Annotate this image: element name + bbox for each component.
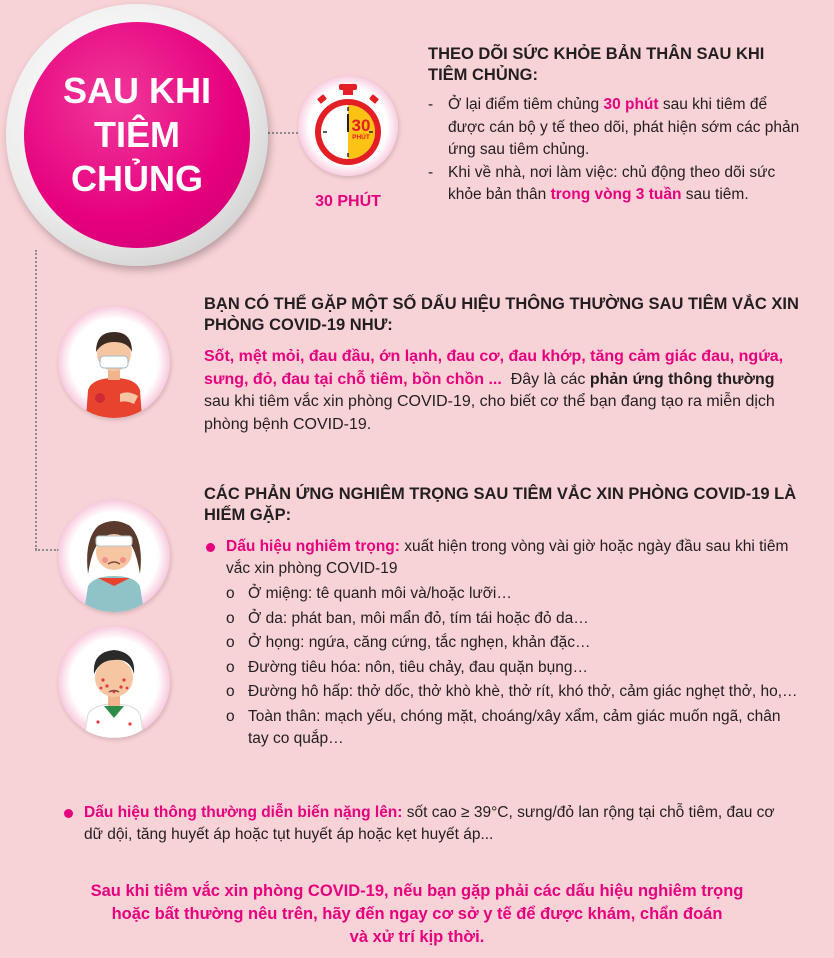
connector-vertical [35, 250, 37, 550]
stopwatch-graphic [298, 76, 398, 176]
stopwatch-number: 30 [351, 116, 371, 135]
section-common-signs [204, 294, 804, 436]
rash-man-icon [58, 626, 170, 738]
section-serious-reactions [204, 484, 804, 753]
list-marker: o [226, 609, 235, 627]
item-text: Ở miệng: tê quanh môi và/hoặc lưỡi… [248, 585, 512, 602]
list-marker: o [226, 634, 235, 651]
section-worsening-signs [62, 802, 792, 846]
footer-line: hoặc bất thường nêu trên, hãy đến ngay cơ sở y tế để được khám, chẩn đoán [111, 905, 723, 923]
worsening-signs-bullet [62, 802, 792, 846]
item-text: Khi về nhà, nơi làm việc: chủ động theo dõi sức khỏe bản thân [448, 163, 776, 203]
hero-inner-circle [24, 22, 250, 248]
sore-arm-illustration [58, 306, 170, 418]
list-item [428, 162, 808, 207]
list-marker: o [226, 683, 235, 700]
sore-arm-person-icon [58, 306, 170, 418]
section3-heading: CÁC PHẢN ỨNG NGHIÊM TRỌNG SAU TIÊM VẮC XIN PHÒNG COVID-19 LÀ HIẾM GẶP: [204, 485, 797, 524]
list-item [428, 94, 808, 162]
item-highlight: 30 phút [603, 96, 659, 113]
item-highlight: trong vòng 3 tuần [550, 186, 682, 203]
list-item [226, 632, 804, 655]
list-item [226, 657, 804, 680]
fever-illustration [58, 500, 170, 612]
item-text: Đường hô hấp: thở dốc, thở khò khè, thở rít, khó thở, cảm giác nghẹt thở, ho,… [248, 683, 798, 700]
bullet-label: Dấu hiệu thông thường diễn biến nặng lên: [84, 804, 403, 821]
stopwatch-icon [298, 76, 398, 176]
item-text: Ở họng: ngứa, căng cứng, tắc nghẹn, khản đặc… [248, 634, 591, 651]
item-text: sau khi tiêm để được cán bộ y tế theo dõi, phát hiện sớm các phản ứng sau tiêm chủng. [448, 96, 800, 158]
bullet-text: xuất hiện trong vòng vài giờ hoặc ngày đầu sau khi tiêm vắc xin phòng COVID-19 [226, 538, 789, 577]
rash-illustration [58, 626, 170, 738]
list-marker: o [226, 707, 235, 725]
paragraph-bold: phản ứng thông thường [589, 370, 775, 388]
list-item [226, 681, 804, 704]
item-text: Ở lại điểm tiêm chủng [448, 96, 604, 113]
section1-list [428, 94, 808, 207]
hero-title: SAU KHI TIÊM CHỦNG [62, 70, 211, 199]
item-text: Toàn thân: mạch yếu, chóng mặt, choáng/xây xẩm, cảm giác muốn ngã, chân tay co quắp… [248, 707, 781, 747]
section2-paragraph [204, 346, 804, 436]
symptoms-list: Sốt, mệt mỏi, đau đầu, ớn lạnh, đau cơ, đau khớp, tăng cảm giác đau, ngứa, sưng, đỏ, đau tại chỗ tiêm, bồn chồn ... [204, 348, 784, 388]
connector-bottom [35, 549, 59, 551]
bullet-text: sốt cao ≥ 39°C, sưng/đỏ lan rộng tại chỗ tiêm, đau cơ dữ dội, tăng huyết áp hoặc tụt huyết áp hoặc kẹt huyết áp... [84, 804, 775, 843]
paragraph-text: sau khi tiêm vắc xin phòng COVID-19, cho biết cơ thể bạn đang tạo ra miễn dịch phòng bệnh COVID-19. [204, 393, 775, 433]
bullet-dot-icon [64, 809, 73, 818]
footer-line: Sau khi tiêm vắc xin phòng COVID-19, nếu bạn gặp phải các dấu hiệu nghiêm trọng [90, 882, 744, 900]
list-item [226, 608, 804, 631]
fever-woman-icon [58, 500, 170, 612]
list-item [226, 706, 804, 751]
serious-signs-list [226, 583, 804, 751]
list-marker: o [226, 658, 235, 676]
section1-heading: THEO DÕI SỨC KHỎE BẢN THÂN SAU KHI TIÊM CHỦNG: [428, 45, 765, 84]
connector-top [268, 132, 298, 134]
serious-signs-bullet [204, 536, 804, 580]
timer-label: 30 PHÚT [315, 193, 381, 210]
section-monitor-health [428, 44, 808, 207]
footer-advice [40, 880, 794, 949]
stopwatch-unit: PHÚT [352, 134, 370, 141]
list-marker: o [226, 585, 235, 602]
item-text: Ở da: phát ban, môi mẩn đỏ, tím tái hoặc đỏ da… [248, 609, 589, 627]
bullet-dot-icon [206, 543, 215, 552]
hero-badge [6, 4, 268, 266]
bullet-label: Dấu hiệu nghiêm trọng: [226, 538, 400, 555]
item-text: Đường tiêu hóa: nôn, tiêu chảy, đau quặn bụng… [248, 658, 588, 676]
footer-line: và xử trí kịp thời. [349, 928, 485, 946]
paragraph-text: Đây là các [501, 370, 590, 388]
item-text: sau tiêm. [681, 186, 749, 203]
list-item [226, 583, 804, 606]
section2-heading: BẠN CÓ THỂ GẶP MỘT SỐ DẤU HIỆU THÔNG THƯỜNG SAU TIÊM VẮC XIN PHÒNG COVID-19 NHƯ: [204, 295, 799, 334]
